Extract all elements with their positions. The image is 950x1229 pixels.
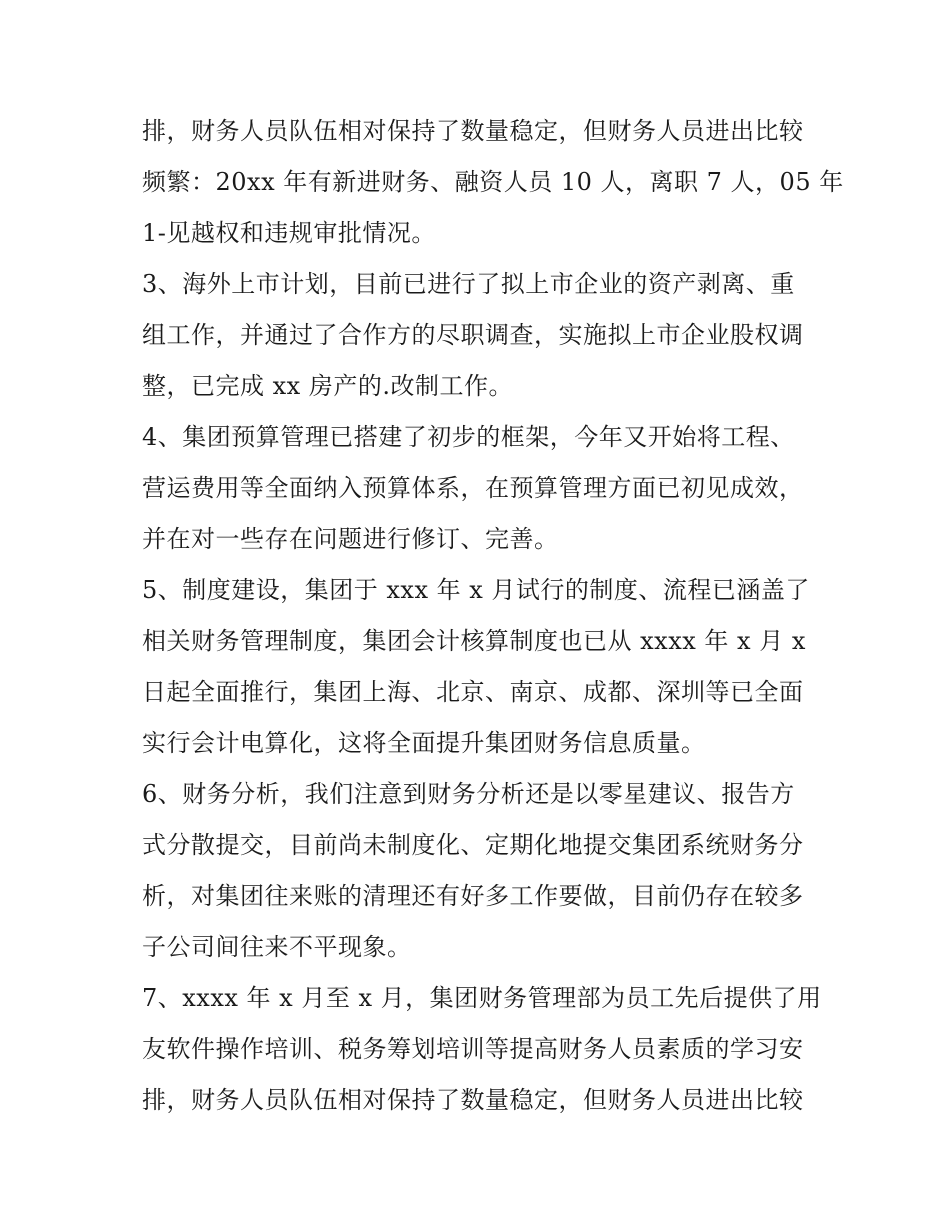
- text-line: 并在对一些存在问题进行修订、完善。: [142, 525, 559, 553]
- text-line: 子公司间往来不平现象。: [142, 933, 412, 961]
- text-line: 6、财务分析，我们注意到财务分析还是以零星建议、报告方: [142, 780, 795, 808]
- text-line: 组工作，并通过了合作方的尽职调查，实施拟上市企业股权调: [142, 321, 804, 349]
- text-line: 整，已完成 xx 房产的.改制工作。: [142, 372, 513, 400]
- text-line: 3、海外上市计划，目前已进行了拟上市企业的资产剥离、重: [142, 270, 795, 298]
- text-line: 析，对集团往来账的清理还有好多工作要做，目前仍存在较多: [142, 882, 804, 910]
- text-line: 日起全面推行，集团上海、北京、南京、成都、深圳等已全面: [142, 678, 804, 706]
- text-line: 排，财务人员队伍相对保持了数量稳定，但财务人员进出比较: [142, 117, 804, 145]
- text-line: 相关财务管理制度，集团会计核算制度也已从 xxxx 年 x 月 x: [142, 627, 806, 655]
- text-line: 友软件操作培训、税务筹划培训等提高财务人员素质的学习安: [142, 1035, 804, 1063]
- text-line: 7、xxxx 年 x 月至 x 月，集团财务管理部为员工先后提供了用: [142, 984, 822, 1012]
- text-line: 式分散提交，目前尚未制度化、定期化地提交集团系统财务分: [142, 831, 804, 859]
- text-line: 频繁：20xx 年有新进财务、融资人员 10 人，离职 7 人，05 年: [142, 168, 844, 196]
- text-line: 1-见越权和违规审批情况。: [142, 219, 436, 247]
- text-line: 5、制度建设，集团于 xxx 年 x 月试行的制度、流程已涵盖了: [142, 576, 810, 604]
- document-body: [142, 106, 844, 1126]
- text-line: 排，财务人员队伍相对保持了数量稳定，但财务人员进出比较: [142, 1086, 804, 1114]
- text-line: 实行会计电算化，这将全面提升集团财务信息质量。: [142, 729, 706, 757]
- text-line: 4、集团预算管理已搭建了初步的框架，今年又开始将工程、: [142, 423, 795, 451]
- text-line: 营运费用等全面纳入预算体系，在预算管理方面已初见成效，: [142, 474, 804, 502]
